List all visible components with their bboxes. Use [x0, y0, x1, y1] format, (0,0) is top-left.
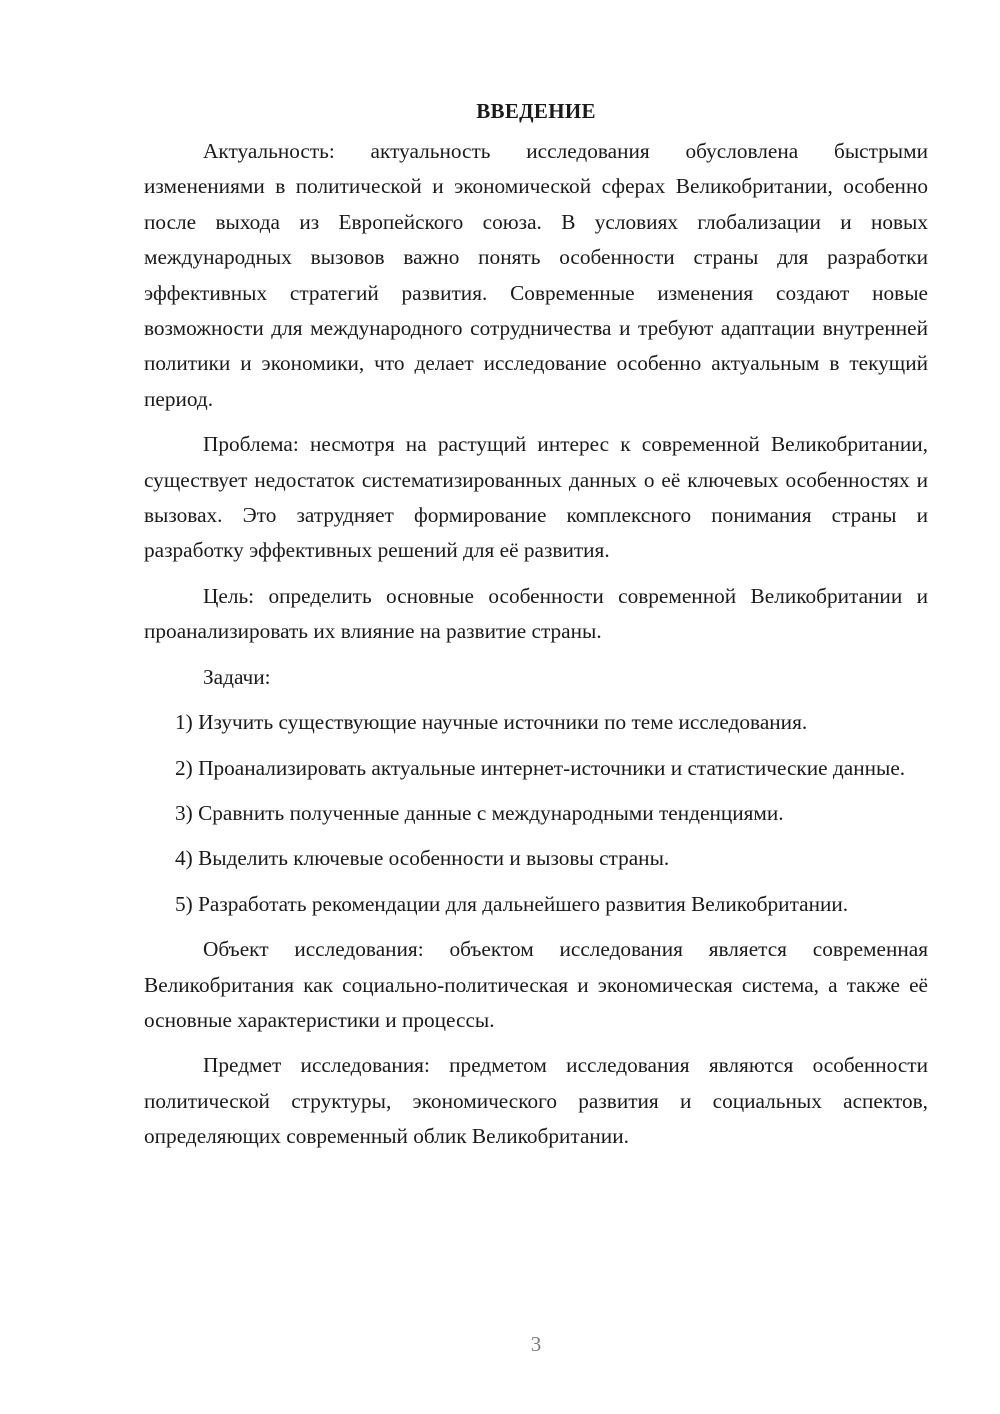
task-item-5: 5) Разработать рекомендации для дальнейшего развития Великобритании.: [175, 891, 849, 916]
task-item-1: 1) Изучить существующие научные источники по теме исследования.: [175, 710, 808, 735]
tasks-label: Задачи:: [203, 664, 271, 689]
paragraph-object: Объект исследования: объектом исследования является современная Великобритания как социально-политическая и экономическая система, а также её основные характеристики и процессы.: [144, 937, 928, 1032]
paragraph-relevance: Актуальность: актуальность исследования обусловлена быстрыми изменениями в политической и экономической сферах Великобритании, особенно после выхода из Европейского союза. В условиях глобализации и новых международных вызовов важно понять особенности страны для разработки эффективных стратегий развития. Современные изменения создают новые возможности для международного сотрудничества и требуют адаптации внутренней политики и экономики, что делает исследование особенно актуальным в текущий период.: [144, 139, 928, 411]
paragraph-subject: Предмет исследования: предметом исследования являются особенности политической структуры, экономического развития и социальных аспектов, определяющих современный облик Великобритании.: [144, 1053, 928, 1149]
document-page: [144, 92, 928, 1165]
paragraph-problem: Проблема: несмотря на растущий интерес к современной Великобритании, существует недостаток систематизированных данных о её ключевых особенностях и вызовах. Это затрудняет формирование комплексного понимания страны и разработку эффективных решений для её развития.: [144, 432, 928, 563]
page-number: 3: [530, 1332, 542, 1356]
section-title: ВВЕДЕНИЕ: [476, 99, 596, 123]
task-item-3: 3) Сравнить полученные данные с международными тенденциями.: [175, 800, 784, 825]
task-item-2: 2) Проанализировать актуальные интернет-источники и статистические данные.: [175, 755, 906, 780]
paragraph-goal: Цель: определить основные особенности современной Великобритании и проанализировать их влияние на развитие страны.: [144, 583, 928, 644]
task-item-4: 4) Выделить ключевые особенности и вызовы страны.: [175, 846, 670, 871]
